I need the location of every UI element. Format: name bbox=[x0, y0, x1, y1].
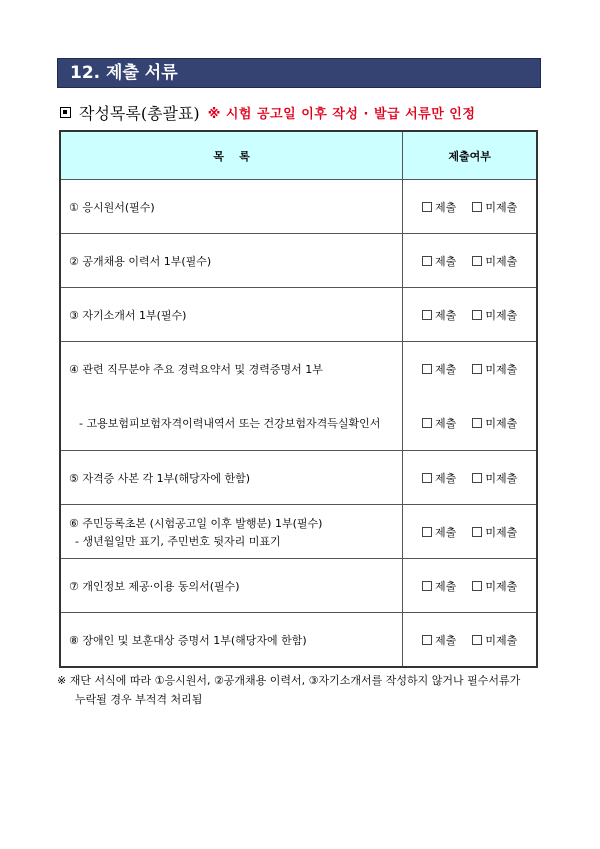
footnote-line-2: 누락될 경우 부적격 처리됨 bbox=[75, 693, 203, 706]
table-row bbox=[60, 342, 537, 451]
checkbox-icon bbox=[422, 581, 432, 591]
row-status bbox=[403, 288, 537, 342]
row-status bbox=[403, 505, 537, 559]
not-submitted-checkbox[interactable]: 미제출 bbox=[472, 253, 517, 269]
header-list: 목 록 bbox=[60, 131, 403, 180]
not-submitted-checkbox[interactable]: 미제출 bbox=[472, 361, 517, 377]
checkbox-icon bbox=[422, 364, 432, 374]
row-sub-label: - 생년월일만 표기, 주민번호 뒷자리 미표기 bbox=[75, 534, 281, 548]
checkbox-icon bbox=[472, 202, 482, 212]
filled-square-icon bbox=[60, 107, 71, 118]
footnote bbox=[57, 671, 547, 709]
row-label: ⑥ 주민등록초본 (시험공고일 이후 발행분) 1부(필수) bbox=[69, 516, 323, 530]
not-submitted-checkbox[interactable]: 미제출 bbox=[472, 199, 517, 215]
not-submitted-checkbox[interactable]: 미제출 bbox=[472, 632, 517, 648]
subtitle-main: 작성목록(총괄표) bbox=[79, 103, 200, 123]
checkbox-icon bbox=[422, 527, 432, 537]
table-row bbox=[60, 505, 537, 559]
submitted-checkbox[interactable]: 제출 bbox=[422, 199, 456, 215]
subtitle-note: ※ 시험 공고일 이후 작성 · 발급 서류만 인정 bbox=[207, 106, 476, 122]
row-status bbox=[403, 342, 537, 451]
submitted-checkbox[interactable]: 제출 bbox=[422, 470, 456, 486]
subtitle bbox=[60, 100, 475, 124]
checkbox-icon bbox=[472, 418, 482, 428]
row-status bbox=[403, 559, 537, 613]
row-label: ③ 자기소개서 1부(필수) bbox=[60, 288, 403, 342]
checkbox-icon bbox=[472, 635, 482, 645]
not-submitted-checkbox[interactable]: 미제출 bbox=[472, 307, 517, 323]
submitted-checkbox[interactable]: 제출 bbox=[422, 578, 456, 594]
checkbox-icon bbox=[472, 310, 482, 320]
sub-submitted-checkbox[interactable]: 제출 bbox=[422, 415, 456, 431]
section-title-bar bbox=[57, 58, 541, 88]
table-row bbox=[60, 288, 537, 342]
row-status bbox=[403, 180, 537, 234]
checkbox-icon bbox=[422, 635, 432, 645]
checkbox-icon bbox=[422, 418, 432, 428]
checkbox-icon bbox=[422, 473, 432, 483]
checkbox-icon bbox=[472, 581, 482, 591]
checkbox-icon bbox=[472, 364, 482, 374]
row-label: ⑧ 장애인 및 보훈대상 증명서 1부(해당자에 한함) bbox=[60, 613, 403, 668]
table-row bbox=[60, 451, 537, 505]
checkbox-icon bbox=[422, 256, 432, 266]
row-label: ⑤ 자격증 사본 각 1부(해당자에 한함) bbox=[60, 451, 403, 505]
checkbox-icon bbox=[472, 527, 482, 537]
submitted-checkbox[interactable]: 제출 bbox=[422, 361, 456, 377]
submitted-checkbox[interactable]: 제출 bbox=[422, 307, 456, 323]
table-row bbox=[60, 180, 537, 234]
row-sub-label: - 고용보험피보험자격이력내역서 또는 건강보험자격득실확인서 bbox=[79, 417, 381, 430]
submitted-checkbox[interactable]: 제출 bbox=[422, 632, 456, 648]
row-status bbox=[403, 613, 537, 668]
not-submitted-checkbox[interactable]: 미제출 bbox=[472, 578, 517, 594]
row-status bbox=[403, 234, 537, 288]
row-label-cell bbox=[60, 342, 403, 451]
row-label: ⑦ 개인정보 제공·이용 동의서(필수) bbox=[60, 559, 403, 613]
footnote-line-1: ※ 재단 서식에 따라 ①응시원서, ②공개채용 이력서, ③자기소개서를 작성하지 않거나 필수서류가 bbox=[57, 674, 521, 687]
table-header-row bbox=[60, 131, 537, 180]
table-row bbox=[60, 559, 537, 613]
row-status bbox=[403, 451, 537, 505]
submitted-checkbox[interactable]: 제출 bbox=[422, 524, 456, 540]
row-label: ② 공개채용 이력서 1부(필수) bbox=[60, 234, 403, 288]
table-row bbox=[60, 613, 537, 668]
sub-not-submitted-checkbox[interactable]: 미제출 bbox=[472, 415, 517, 431]
checkbox-icon bbox=[472, 256, 482, 266]
header-status: 제출여부 bbox=[403, 131, 537, 180]
row-label: ① 응시원서(필수) bbox=[60, 180, 403, 234]
document-checklist-table bbox=[59, 130, 538, 668]
checkbox-icon bbox=[472, 473, 482, 483]
row-label-cell bbox=[60, 505, 403, 559]
checkbox-icon bbox=[422, 202, 432, 212]
section-title: 12. 제출 서류 bbox=[70, 63, 178, 83]
not-submitted-checkbox[interactable]: 미제출 bbox=[472, 524, 517, 540]
submitted-checkbox[interactable]: 제출 bbox=[422, 253, 456, 269]
row-label: ④ 관련 직무분야 주요 경력요약서 및 경력증명서 1부 bbox=[69, 363, 323, 376]
table-row bbox=[60, 234, 537, 288]
checkbox-icon bbox=[422, 310, 432, 320]
not-submitted-checkbox[interactable]: 미제출 bbox=[472, 470, 517, 486]
